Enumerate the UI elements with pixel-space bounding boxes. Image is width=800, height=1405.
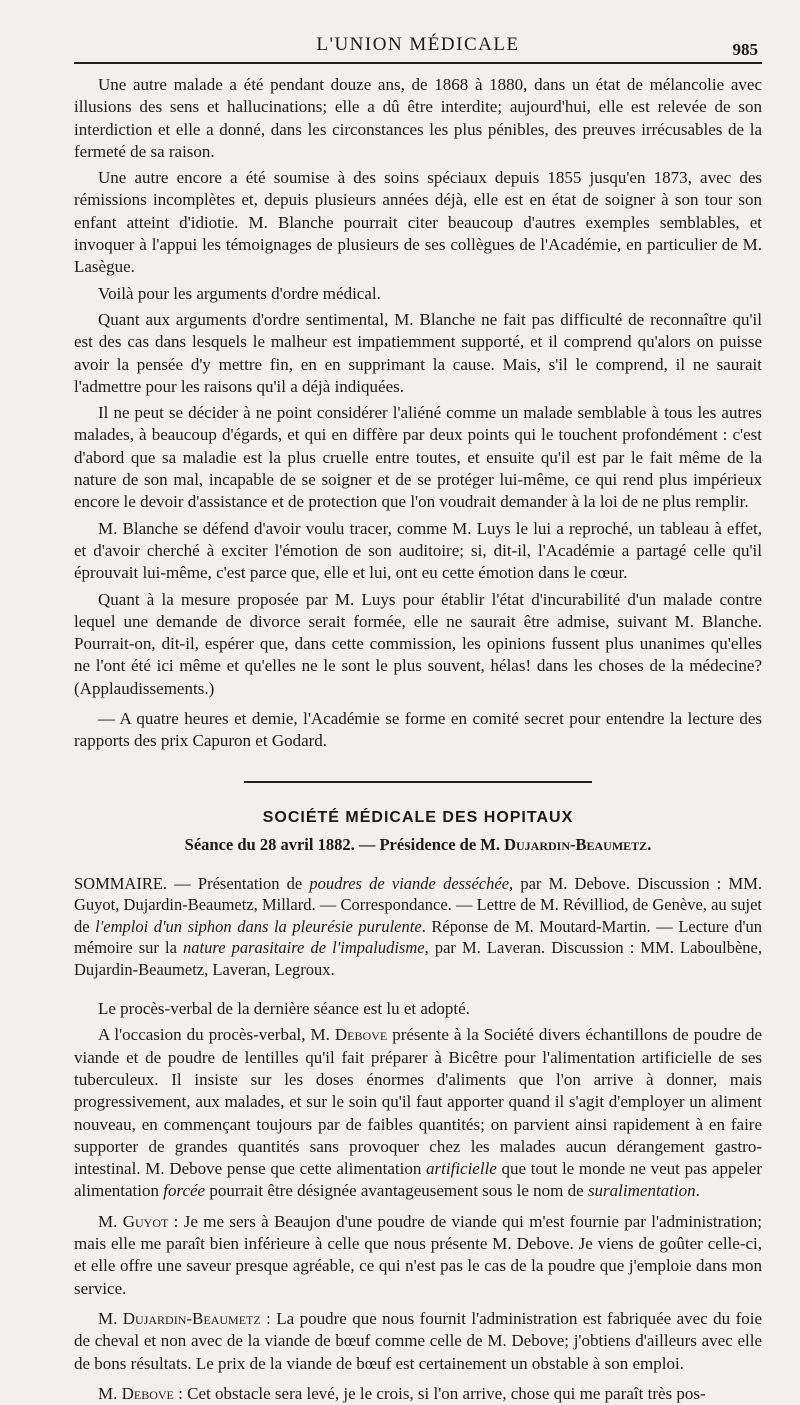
paragraph: Le procès-verbal de la dernière séance est lu et adopté. [98,999,470,1019]
emphasis: forcée [163,1181,206,1201]
paragraph-text: . [695,1181,700,1201]
paragraph-text: A l'occasion du procès-verbal, M. [98,1025,335,1045]
summary-emphasis: l'emploi d'un siphon dans la pleurésie purulente [95,916,422,936]
section-divider [244,781,592,783]
section-title: SOCIÉTÉ MÉDICALE DES HOPITAUX [262,808,574,826]
emphasis: suralimentation [587,1181,696,1201]
paragraph [74,1383,762,1405]
paragraph [74,1024,762,1202]
summary-text: , par M. Debove. Discussion : MM. Guyot, Dujardin-Beaumetz, Millard. — Correspondance. — Lettre de M. Révilliod, de Genève, au sujet de [74,873,762,936]
summary-emphasis: nature parasitaire de l'impaludisme [183,938,425,958]
speaker-name: Debove [334,1025,388,1045]
session-end: . [647,834,652,854]
paragraph: Il ne peut se décider à ne point considérer l'aliéné comme un malade semblable à tous les autres malades, à beaucoup d'égards, et qui en diffère par deux points qui le touchent profondément : c'est d'abord que sa maladie est la plus cruelle entre toutes, et ensuite qu'il est par le fait même de la nature de son mal, incapable de se soigner et de se protéger lui-même, ce qui rend plus impérieux encore le devoir d'assistance et de protection que l'on voudrait demander à la loi de ne plus remplir. [74,403,762,512]
paragraph [74,1308,762,1375]
paragraph-text: : La poudre que nous fournit l'administration est fabriquée avec du foie de cheval et non avec de la viande de bœuf comme celle de M. Debove; j'obtiens d'ailleurs avec elle de bons résultats. Le prix de la viande de bœuf est certainement un obstable à son emploi. [74,1308,762,1373]
paragraph-text: : Je me sers à Beaujon d'une poudre de viande qui m'est fournie par l'administration; mais elle me paraît bien inférieure à celle que nous présente M. Debove. Je viens de goûter celle-ci, et elle offre une saveur presque agréable, ce qui n'est pas le cas de la poudre que j'emploie dans mon service. [74,1211,762,1298]
president-name: Dujardin-Beaumetz [504,834,648,854]
running-header [74,0,762,62]
paragraph [74,1211,762,1300]
paragraph: Quant à la mesure proposée par M. Luys pour établir l'état d'incurabilité d'un malade contre lequel une demande de divorce serait formée, elle ne saurait être admise, suivant M. Blanche. Pourrait-on, dit-il, espérer que, dans cette commission, les opinions fussent plus unanimes qu'elles ne l'ont été ici même et qu'elles ne le sont le plus souvent, hélas! dans les choses de la médecine? (Applaudissements.) [74,589,762,698]
paragraph-text: présente à la Société divers échantillons de poudre de viande et de poudre de lentilles qu'il fait préparer à Bicêtre pour l'alimentation artificielle de ses tuberculeux. Il insiste sur les doses énormes d'aliments que l'on arrive à donner, mais progressivement, aux malades, et sur le soin qu'il faut apporter quand il s'agit d'employer un aliment nouveau, en commençant toujours par de faibles quantités; on parvient ainsi rapidement à en faire supporter de grandes quantités sans provoquer chez les malades aucun dérangement gastro-intestinal. M. Debove pense que cette alimentation [74,1025,762,1179]
paragraph-text: pourrait être désignée avantageusement sous le nom de [205,1181,588,1201]
summary-label: SOMMAIRE. [74,873,168,893]
summary-text: — Présentation de [167,873,310,893]
journal-title: L'UNION MÉDICALE [316,34,520,55]
summary [74,873,762,981]
page-number: 985 [732,40,758,59]
summary-emphasis: poudres de viande desséchée [309,873,510,893]
paragraph: M. Blanche se défend d'avoir voulu tracer, comme M. Luys le lui a reproché, un tableau à effet, et d'avoir cherché à exciter l'émotion de son auditoire; si, dit-il, l'Académie a partagé celle qu'il éprouvait lui-même, c'est parce que, elle et lui, ont eu cette émotion dans le cœur. [74,518,762,583]
session-text: Séance du 28 avril 1882. — Présidence de M. [184,834,505,854]
header-rule [74,62,762,64]
session-line [74,835,762,855]
emphasis: artificielle [426,1159,497,1179]
paragraph: Une autre malade a été pendant douze ans, de 1868 à 1880, dans un état de mélancolie avec illusions des sens et hallucinations; elle a dû être interdite; aujourd'hui, elle est relevée de son interdiction et elle a donné, dans les circonstances les plus pénibles, des preuves irrécusables de la fermeté de sa raison. [74,75,762,161]
speaker-name: M. Guyot [98,1211,169,1231]
paragraph: Quant aux arguments d'ordre sentimental, M. Blanche ne fait pas difficulté de reconnaître qu'il est des cas dans lesquels le malheur est impatiemment supporté, et il comprend qu'alors on puisse avoir la pensée d'y mettre fin, en en supprimant la cause. Mais, s'il le comprend, il ne saurait l'admettre pour les raisons qu'il a déjà indiquées. [74,309,762,396]
paragraph-text: que tout le monde ne veut pas appeler alimentation [74,1159,762,1201]
paragraph: — A quatre heures et demie, l'Académie se forme en comité secret pour entendre la lecture des rapports des prix Capuron et Godard. [74,709,762,751]
paragraph: Voilà pour les arguments d'ordre médical. [98,283,381,303]
paragraph: Une autre encore a été soumise à des soins spéciaux depuis 1855 jusqu'en 1873, avec des rémissions incomplètes et, depuis plusieurs années déjà, elle est en état de soigner à son tour son enfant atteint d'idiotie. M. Blanche pourrait citer beaucoup d'autres exemples semblables, et invoquer à l'appui les témoignages de plusieurs de ses collègues de l'Académie, en particulier de M. Lasègue. [74,168,762,277]
summary-text: , par M. Laveran. Discussion : MM. Laboulbène, Dujardin-Beaumetz, Laveran, Legroux. [74,938,762,979]
speaker-name: M. Dujardin-Beaumetz [98,1308,261,1328]
speaker-name: M. Debove [98,1383,174,1403]
paragraph-text: : Cet obstacle sera levé, je le crois, si l'on arrive, chose qui me paraît très pos- [173,1383,706,1403]
summary-text: . Réponse de M. Moutard-Martin. — Lecture d'un mémoire sur la [74,916,762,958]
